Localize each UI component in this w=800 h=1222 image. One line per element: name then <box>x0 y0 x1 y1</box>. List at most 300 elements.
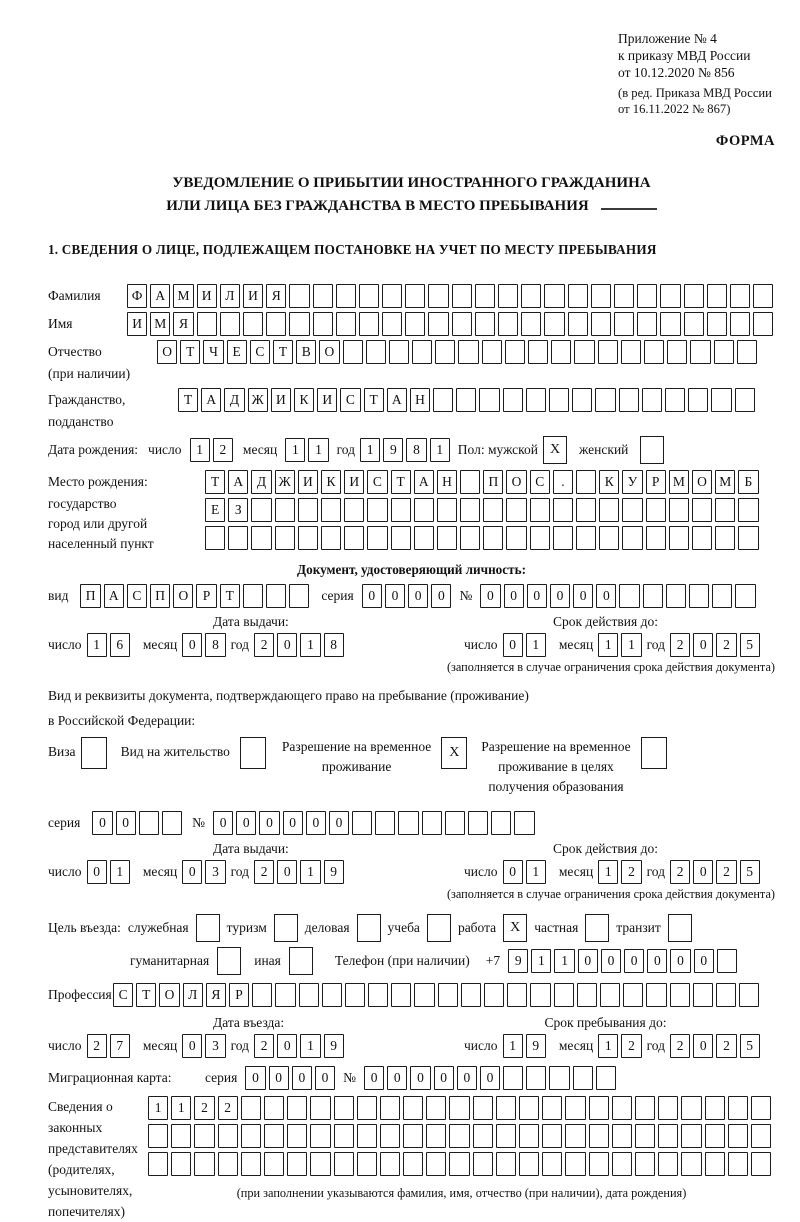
char-cell[interactable] <box>343 340 363 364</box>
char-cell[interactable] <box>148 1124 168 1148</box>
char-cell[interactable] <box>684 284 704 308</box>
permit-expiry-month-cells[interactable] <box>598 860 641 884</box>
char-cell[interactable]: 9 <box>526 1034 546 1058</box>
char-cell[interactable]: 1 <box>285 438 305 462</box>
char-cell[interactable] <box>298 526 318 550</box>
char-cell[interactable]: М <box>173 284 193 308</box>
char-cell[interactable]: А <box>387 388 407 412</box>
char-cell[interactable] <box>220 312 240 336</box>
char-cell[interactable] <box>568 312 588 336</box>
char-cell[interactable] <box>576 526 596 550</box>
char-cell[interactable] <box>705 1096 725 1120</box>
char-cell[interactable]: 0 <box>693 633 713 657</box>
char-cell[interactable]: П <box>80 584 100 608</box>
stay-year-cells[interactable] <box>670 1034 760 1058</box>
mig-series-cells[interactable] <box>245 1066 335 1090</box>
char-cell[interactable] <box>139 811 159 835</box>
char-cell[interactable] <box>218 1124 238 1148</box>
char-cell[interactable]: О <box>173 584 193 608</box>
char-cell[interactable]: 0 <box>92 811 112 835</box>
char-cell[interactable] <box>275 498 295 522</box>
char-cell[interactable] <box>666 584 686 608</box>
char-cell[interactable] <box>619 584 639 608</box>
char-cell[interactable] <box>712 584 732 608</box>
char-cell[interactable]: 1 <box>598 633 618 657</box>
char-cell[interactable]: 1 <box>360 438 380 462</box>
char-cell[interactable] <box>528 340 548 364</box>
char-cell[interactable] <box>345 983 365 1007</box>
purpose-private-checkbox[interactable] <box>585 914 609 942</box>
char-cell[interactable]: 3 <box>205 860 225 884</box>
char-cell[interactable] <box>287 1152 307 1176</box>
char-cell[interactable]: 1 <box>503 1034 523 1058</box>
char-cell[interactable] <box>148 1152 168 1176</box>
char-cell[interactable]: 8 <box>406 438 426 462</box>
char-cell[interactable] <box>352 811 372 835</box>
doc-series-cells[interactable] <box>362 584 452 608</box>
char-cell[interactable]: Л <box>220 284 240 308</box>
expiry-day-cells[interactable] <box>503 633 546 657</box>
char-cell[interactable]: 9 <box>324 1034 344 1058</box>
char-cell[interactable] <box>521 312 541 336</box>
char-cell[interactable] <box>275 526 295 550</box>
char-cell[interactable] <box>403 1096 423 1120</box>
char-cell[interactable]: Ф <box>127 284 147 308</box>
char-cell[interactable] <box>357 1096 377 1120</box>
representatives-row2-cells[interactable] <box>148 1124 775 1148</box>
char-cell[interactable]: 5 <box>740 1034 760 1058</box>
char-cell[interactable] <box>357 1124 377 1148</box>
char-cell[interactable] <box>449 1124 469 1148</box>
char-cell[interactable]: Н <box>437 470 457 494</box>
char-cell[interactable] <box>344 498 364 522</box>
char-cell[interactable] <box>572 388 592 412</box>
doc-number-cells[interactable] <box>480 584 755 608</box>
char-cell[interactable]: 0 <box>480 1066 500 1090</box>
char-cell[interactable] <box>473 1096 493 1120</box>
char-cell[interactable] <box>264 1096 284 1120</box>
char-cell[interactable]: 1 <box>110 860 130 884</box>
char-cell[interactable]: И <box>127 312 147 336</box>
birth-day-cells[interactable] <box>190 438 233 462</box>
char-cell[interactable]: 0 <box>573 584 593 608</box>
char-cell[interactable] <box>730 284 750 308</box>
char-cell[interactable] <box>243 312 263 336</box>
char-cell[interactable] <box>405 312 425 336</box>
char-cell[interactable]: 0 <box>694 949 714 973</box>
char-cell[interactable] <box>681 1096 701 1120</box>
char-cell[interactable]: 3 <box>205 1034 225 1058</box>
char-cell[interactable] <box>568 284 588 308</box>
char-cell[interactable] <box>484 983 504 1007</box>
char-cell[interactable]: 2 <box>670 633 690 657</box>
char-cell[interactable] <box>458 340 478 364</box>
char-cell[interactable] <box>577 983 597 1007</box>
char-cell[interactable]: 0 <box>385 584 405 608</box>
issue-day-cells[interactable] <box>87 633 130 657</box>
char-cell[interactable]: 0 <box>693 1034 713 1058</box>
char-cell[interactable]: 1 <box>531 949 551 973</box>
char-cell[interactable]: 1 <box>430 438 450 462</box>
birth-month-cells[interactable] <box>285 438 328 462</box>
char-cell[interactable] <box>162 811 182 835</box>
char-cell[interactable] <box>635 1096 655 1120</box>
char-cell[interactable]: А <box>104 584 124 608</box>
char-cell[interactable] <box>194 1124 214 1148</box>
char-cell[interactable]: Д <box>224 388 244 412</box>
char-cell[interactable] <box>739 983 759 1007</box>
char-cell[interactable] <box>336 312 356 336</box>
char-cell[interactable] <box>688 388 708 412</box>
char-cell[interactable]: 2 <box>213 438 233 462</box>
char-cell[interactable] <box>692 526 712 550</box>
char-cell[interactable]: 1 <box>554 949 574 973</box>
char-cell[interactable]: М <box>669 470 689 494</box>
char-cell[interactable] <box>460 470 480 494</box>
char-cell[interactable] <box>507 983 527 1007</box>
char-cell[interactable] <box>405 284 425 308</box>
char-cell[interactable] <box>251 526 271 550</box>
char-cell[interactable] <box>197 312 217 336</box>
char-cell[interactable] <box>530 983 550 1007</box>
char-cell[interactable] <box>665 388 685 412</box>
char-cell[interactable]: Ж <box>275 470 295 494</box>
char-cell[interactable]: 1 <box>598 1034 618 1058</box>
char-cell[interactable]: 0 <box>670 949 690 973</box>
char-cell[interactable]: А <box>150 284 170 308</box>
purpose-business-checkbox[interactable] <box>357 914 381 942</box>
char-cell[interactable]: 0 <box>277 860 297 884</box>
char-cell[interactable]: 1 <box>300 633 320 657</box>
char-cell[interactable] <box>738 498 758 522</box>
char-cell[interactable] <box>475 312 495 336</box>
char-cell[interactable] <box>241 1152 261 1176</box>
char-cell[interactable]: 0 <box>329 811 349 835</box>
char-cell[interactable] <box>460 526 480 550</box>
char-cell[interactable]: И <box>344 470 364 494</box>
char-cell[interactable] <box>243 584 263 608</box>
char-cell[interactable] <box>289 312 309 336</box>
char-cell[interactable]: Т <box>220 584 240 608</box>
char-cell[interactable]: Я <box>173 312 193 336</box>
char-cell[interactable]: 0 <box>410 1066 430 1090</box>
char-cell[interactable] <box>298 498 318 522</box>
char-cell[interactable] <box>669 526 689 550</box>
permit-series-cells[interactable] <box>92 811 182 835</box>
char-cell[interactable] <box>359 284 379 308</box>
char-cell[interactable] <box>482 340 502 364</box>
char-cell[interactable]: П <box>150 584 170 608</box>
char-cell[interactable]: С <box>367 470 387 494</box>
char-cell[interactable] <box>426 1152 446 1176</box>
char-cell[interactable] <box>433 388 453 412</box>
char-cell[interactable] <box>600 983 620 1007</box>
char-cell[interactable] <box>619 388 639 412</box>
expiry-month-cells[interactable] <box>598 633 641 657</box>
char-cell[interactable] <box>670 983 690 1007</box>
char-cell[interactable] <box>614 312 634 336</box>
char-cell[interactable] <box>382 312 402 336</box>
char-cell[interactable] <box>380 1096 400 1120</box>
surname-cells[interactable] <box>127 284 773 308</box>
char-cell[interactable] <box>479 388 499 412</box>
char-cell[interactable] <box>380 1124 400 1148</box>
char-cell[interactable]: Я <box>206 983 226 1007</box>
char-cell[interactable] <box>391 498 411 522</box>
char-cell[interactable]: З <box>228 498 248 522</box>
char-cell[interactable] <box>506 498 526 522</box>
char-cell[interactable] <box>642 388 662 412</box>
char-cell[interactable] <box>514 811 534 835</box>
char-cell[interactable] <box>336 284 356 308</box>
char-cell[interactable]: М <box>715 470 735 494</box>
char-cell[interactable] <box>542 1124 562 1148</box>
char-cell[interactable]: О <box>319 340 339 364</box>
mig-number-cells[interactable] <box>364 1066 616 1090</box>
char-cell[interactable] <box>426 1124 446 1148</box>
char-cell[interactable] <box>526 388 546 412</box>
char-cell[interactable]: 0 <box>182 1034 202 1058</box>
char-cell[interactable] <box>591 284 611 308</box>
char-cell[interactable]: 2 <box>716 860 736 884</box>
char-cell[interactable]: 0 <box>116 811 136 835</box>
char-cell[interactable] <box>554 983 574 1007</box>
char-cell[interactable]: А <box>201 388 221 412</box>
char-cell[interactable] <box>591 312 611 336</box>
char-cell[interactable]: 2 <box>254 633 274 657</box>
char-cell[interactable] <box>589 1124 609 1148</box>
char-cell[interactable]: И <box>317 388 337 412</box>
char-cell[interactable]: Р <box>229 983 249 1007</box>
char-cell[interactable] <box>596 1066 616 1090</box>
char-cell[interactable]: 9 <box>508 949 528 973</box>
char-cell[interactable] <box>366 340 386 364</box>
char-cell[interactable]: 0 <box>408 584 428 608</box>
char-cell[interactable]: И <box>243 284 263 308</box>
char-cell[interactable]: Р <box>646 470 666 494</box>
char-cell[interactable] <box>496 1124 516 1148</box>
char-cell[interactable] <box>452 284 472 308</box>
char-cell[interactable] <box>357 1152 377 1176</box>
char-cell[interactable] <box>707 312 727 336</box>
char-cell[interactable]: 0 <box>647 949 667 973</box>
char-cell[interactable] <box>519 1096 539 1120</box>
representatives-row3-cells[interactable] <box>148 1152 775 1176</box>
permit-issue-day-cells[interactable] <box>87 860 130 884</box>
char-cell[interactable]: 0 <box>277 633 297 657</box>
char-cell[interactable] <box>445 811 465 835</box>
char-cell[interactable] <box>526 1066 546 1090</box>
male-checkbox[interactable]: X <box>543 436 567 464</box>
char-cell[interactable] <box>368 983 388 1007</box>
char-cell[interactable]: 5 <box>740 633 760 657</box>
char-cell[interactable]: 9 <box>383 438 403 462</box>
char-cell[interactable] <box>422 811 442 835</box>
patronymic-cells[interactable] <box>157 340 757 364</box>
char-cell[interactable] <box>612 1152 632 1176</box>
visa-checkbox[interactable] <box>81 737 107 769</box>
char-cell[interactable] <box>684 312 704 336</box>
permit-number-cells[interactable] <box>213 811 535 835</box>
char-cell[interactable] <box>753 312 773 336</box>
char-cell[interactable] <box>530 498 550 522</box>
char-cell[interactable]: И <box>271 388 291 412</box>
char-cell[interactable]: П <box>483 470 503 494</box>
char-cell[interactable]: 0 <box>213 811 233 835</box>
char-cell[interactable] <box>428 312 448 336</box>
permit-expiry-year-cells[interactable] <box>670 860 760 884</box>
char-cell[interactable]: 2 <box>716 1034 736 1058</box>
char-cell[interactable] <box>380 1152 400 1176</box>
profession-cells[interactable] <box>113 983 759 1007</box>
char-cell[interactable] <box>735 584 755 608</box>
char-cell[interactable] <box>483 526 503 550</box>
char-cell[interactable]: Д <box>251 470 271 494</box>
char-cell[interactable] <box>599 526 619 550</box>
char-cell[interactable] <box>251 498 271 522</box>
char-cell[interactable] <box>414 498 434 522</box>
char-cell[interactable] <box>644 340 664 364</box>
char-cell[interactable] <box>635 1152 655 1176</box>
char-cell[interactable]: 0 <box>578 949 598 973</box>
char-cell[interactable]: Я <box>266 284 286 308</box>
char-cell[interactable]: 1 <box>171 1096 191 1120</box>
char-cell[interactable] <box>622 498 642 522</box>
char-cell[interactable] <box>735 388 755 412</box>
permit-issue-year-cells[interactable] <box>254 860 344 884</box>
char-cell[interactable]: Т <box>364 388 384 412</box>
char-cell[interactable] <box>241 1124 261 1148</box>
char-cell[interactable] <box>506 526 526 550</box>
permit-issue-month-cells[interactable] <box>182 860 225 884</box>
char-cell[interactable] <box>205 526 225 550</box>
char-cell[interactable] <box>461 983 481 1007</box>
char-cell[interactable] <box>658 1152 678 1176</box>
char-cell[interactable] <box>660 284 680 308</box>
phone-cells[interactable] <box>508 949 737 973</box>
char-cell[interactable]: 0 <box>434 1066 454 1090</box>
char-cell[interactable] <box>266 312 286 336</box>
char-cell[interactable]: 0 <box>245 1066 265 1090</box>
char-cell[interactable] <box>549 388 569 412</box>
char-cell[interactable] <box>241 1096 261 1120</box>
char-cell[interactable] <box>310 1152 330 1176</box>
char-cell[interactable] <box>646 983 666 1007</box>
char-cell[interactable] <box>473 1124 493 1148</box>
char-cell[interactable]: 0 <box>503 633 523 657</box>
char-cell[interactable] <box>728 1124 748 1148</box>
char-cell[interactable] <box>542 1152 562 1176</box>
permit-expiry-day-cells[interactable] <box>503 860 546 884</box>
purpose-tourism-checkbox[interactable] <box>274 914 298 942</box>
char-cell[interactable] <box>614 284 634 308</box>
char-cell[interactable] <box>299 983 319 1007</box>
char-cell[interactable]: 0 <box>431 584 451 608</box>
char-cell[interactable]: Р <box>196 584 216 608</box>
char-cell[interactable]: У <box>622 470 642 494</box>
char-cell[interactable]: А <box>228 470 248 494</box>
char-cell[interactable] <box>551 340 571 364</box>
char-cell[interactable]: Ч <box>203 340 223 364</box>
char-cell[interactable] <box>412 340 432 364</box>
entry-day-cells[interactable] <box>87 1034 130 1058</box>
char-cell[interactable]: Б <box>738 470 758 494</box>
char-cell[interactable]: 0 <box>315 1066 335 1090</box>
char-cell[interactable] <box>449 1096 469 1120</box>
char-cell[interactable]: 0 <box>182 633 202 657</box>
char-cell[interactable] <box>681 1152 701 1176</box>
char-cell[interactable] <box>498 284 518 308</box>
char-cell[interactable] <box>321 498 341 522</box>
char-cell[interactable] <box>468 811 488 835</box>
char-cell[interactable]: С <box>530 470 550 494</box>
residence-permit-checkbox[interactable] <box>240 737 266 769</box>
char-cell[interactable] <box>503 1066 523 1090</box>
char-cell[interactable]: 7 <box>110 1034 130 1058</box>
char-cell[interactable] <box>544 284 564 308</box>
char-cell[interactable]: Ж <box>248 388 268 412</box>
char-cell[interactable] <box>382 284 402 308</box>
char-cell[interactable] <box>565 1152 585 1176</box>
char-cell[interactable] <box>576 498 596 522</box>
char-cell[interactable] <box>460 498 480 522</box>
char-cell[interactable]: 6 <box>110 633 130 657</box>
char-cell[interactable]: 8 <box>324 633 344 657</box>
char-cell[interactable] <box>667 340 687 364</box>
char-cell[interactable] <box>171 1124 191 1148</box>
char-cell[interactable] <box>334 1124 354 1148</box>
birthplace-row3-cells[interactable] <box>205 526 759 550</box>
char-cell[interactable]: 2 <box>670 1034 690 1058</box>
char-cell[interactable] <box>289 284 309 308</box>
stay-month-cells[interactable] <box>598 1034 641 1058</box>
char-cell[interactable] <box>496 1096 516 1120</box>
char-cell[interactable]: К <box>599 470 619 494</box>
char-cell[interactable]: . <box>553 470 573 494</box>
char-cell[interactable] <box>367 498 387 522</box>
char-cell[interactable] <box>573 1066 593 1090</box>
char-cell[interactable]: 9 <box>324 860 344 884</box>
char-cell[interactable] <box>714 340 734 364</box>
temp-residence-checkbox[interactable]: X <box>441 737 467 769</box>
char-cell[interactable]: С <box>340 388 360 412</box>
char-cell[interactable] <box>690 340 710 364</box>
char-cell[interactable]: Т <box>180 340 200 364</box>
char-cell[interactable] <box>737 340 757 364</box>
char-cell[interactable] <box>475 284 495 308</box>
char-cell[interactable]: 0 <box>601 949 621 973</box>
char-cell[interactable] <box>598 340 618 364</box>
char-cell[interactable] <box>738 526 758 550</box>
char-cell[interactable]: 1 <box>300 1034 320 1058</box>
doc-type-cells[interactable] <box>80 584 309 608</box>
char-cell[interactable] <box>574 340 594 364</box>
char-cell[interactable] <box>705 1124 725 1148</box>
char-cell[interactable] <box>428 284 448 308</box>
given-name-cells[interactable] <box>127 312 773 336</box>
char-cell[interactable] <box>435 340 455 364</box>
char-cell[interactable] <box>218 1152 238 1176</box>
representatives-row1-cells[interactable] <box>148 1096 775 1120</box>
char-cell[interactable] <box>599 498 619 522</box>
entry-month-cells[interactable] <box>182 1034 225 1058</box>
char-cell[interactable] <box>449 1152 469 1176</box>
char-cell[interactable]: Е <box>227 340 247 364</box>
char-cell[interactable]: 1 <box>190 438 210 462</box>
char-cell[interactable] <box>521 284 541 308</box>
char-cell[interactable]: Т <box>136 983 156 1007</box>
char-cell[interactable] <box>473 1152 493 1176</box>
